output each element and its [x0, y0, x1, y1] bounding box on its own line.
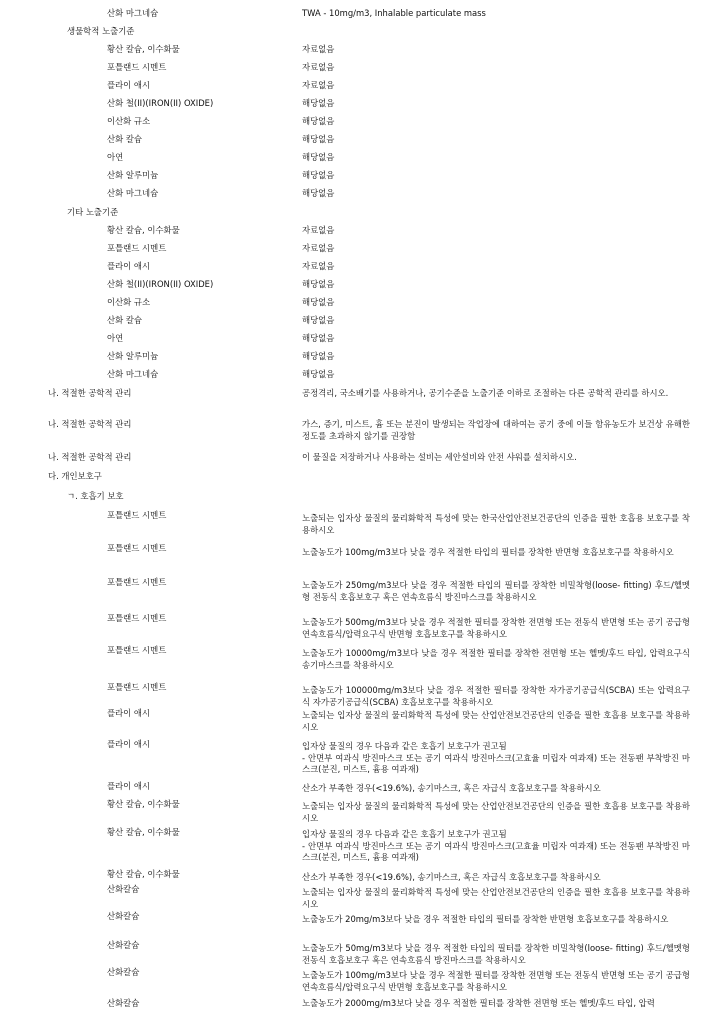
row-value: 산소가 부족한 경우(<19.6%), 송기마스크, 혹은 자급식 호흡보호구를 착용하시오 [302, 783, 601, 793]
row-label: 산화 마그네슘 [107, 188, 159, 198]
row-value: 해당없음 [302, 188, 335, 198]
row-label: 플라이 애시 [107, 739, 151, 749]
row-value: 노출농도가 10000mg/m3보다 낮을 경우 적절한 필터를 장착한 전면형 또는 헬멧/후드 타입, 압력요구식 송기마스크를 착용하시오 [302, 648, 690, 670]
row-label: 산화 마그네슘 [107, 8, 159, 18]
row-label: 포틀랜드 시멘트 [107, 510, 167, 520]
row-label: 포틀랜드 시멘트 [107, 645, 167, 655]
row-label: 산화칼슘 [107, 998, 140, 1008]
row-value: 노출되는 입자상 물질의 물리화학적 특성에 맞는 산업안전보건공단의 인증을 필한 호흡용 보호구를 착용하시오 [302, 887, 690, 909]
row-value: 자료없음 [302, 243, 335, 253]
row-label: 플라이 애시 [107, 781, 151, 791]
row-label: 나. 적절한 공학적 관리 [48, 419, 132, 429]
row-value: 입자상 물질의 경우 다음과 같은 호흡기 보호구가 권고됨 - 안면부 여과식 방진마스크 또는 공기 여과식 방진마스크(고효율 미립자 여과재) 또는 전동팬 부착방진 마스크(분진, 미스트, 흄용 여과재) [302, 741, 690, 774]
row-label: 산화 철(II)(IRON(II) OXIDE) [107, 279, 214, 289]
row-label: 플라이 애시 [107, 80, 151, 90]
row-value: 해당없음 [302, 315, 335, 325]
row-label: 포틀랜드 시멘트 [107, 613, 167, 623]
row-value: 해당없음 [302, 369, 335, 379]
row-value: 해당없음 [302, 351, 335, 361]
row-label: 포틀랜드 시멘트 [107, 543, 167, 553]
row-label: 포틀랜드 시멘트 [107, 62, 167, 72]
row-label: 산화 마그네슘 [107, 369, 159, 379]
row-value: 노출농도가 50mg/m3보다 낮을 경우 적절한 타입의 필터를 장착한 비밀착형(loose- fitting) 후드/헬멧형 전동식 호흡보호구 혹은 연속흐름식 방진마스크를 착용하시오 [302, 943, 690, 965]
row-value: 해당없음 [302, 152, 335, 162]
row-label: 다. 개인보호구 [48, 471, 102, 481]
row-value: 해당없음 [302, 170, 335, 180]
row-value: 공정격리, 국소배기를 사용하거나, 공기수준을 노출기준 이하로 조절하는 다른 공학적 관리를 하시오. [302, 388, 669, 398]
row-label: 황산 칼슘, 이수화물 [107, 799, 180, 809]
row-label: 나. 적절한 공학적 관리 [48, 452, 132, 462]
row-value: 노출농도가 100mg/m3보다 낮을 경우 적절한 타입의 필터를 장착한 반면형 호흡보호구를 착용하시오 [302, 547, 674, 557]
row-value: 노출농도가 100000mg/m3보다 낮을 경우 적절한 필터를 장착한 자가공기공급식(SCBA) 또는 압력요구식 자가공기공급식(SCBA) 호흡보호구를 착용하시오 [302, 685, 690, 707]
row-value: 해당없음 [302, 297, 335, 307]
row-label: 산화 칼슘 [107, 315, 143, 325]
row-value: 입자상 물질의 경우 다음과 같은 호흡기 보호구가 권고됨 - 안면부 여과식 방진마스크 또는 공기 여과식 방진마스크(고효율 미립자 여과재) 또는 전동팬 부착방진 마스크(분진, 미스트, 흄용 여과재) [302, 829, 690, 862]
row-label: 산화 철(II)(IRON(II) OXIDE) [107, 98, 214, 108]
row-value: 자료없음 [302, 62, 335, 72]
row-label: 포틀랜드 시멘트 [107, 682, 167, 692]
row-value: 해당없음 [302, 333, 335, 343]
row-label: 산화 알루미늄 [107, 351, 159, 361]
row-value: 노출되는 입자상 물질의 물리화학적 특성에 맞는 산업안전보건공단의 인증을 필한 호흡용 보호구를 착용하시오 [302, 710, 690, 732]
row-value: 자료없음 [302, 225, 335, 235]
row-value: 노출되는 입자상 물질의 물리화학적 특성에 맞는 한국산업안전보건공단의 인증을 필한 호흡용 보호구를 착용하시오 [302, 513, 690, 535]
row-label: 이산화 규소 [107, 297, 151, 307]
row-label: 나. 적절한 공학적 관리 [48, 388, 132, 398]
row-label: 산화칼슘 [107, 884, 140, 894]
row-label: 황산 칼슘, 이수화물 [107, 827, 180, 837]
row-label: 산화 칼슘 [107, 134, 143, 144]
row-value: TWA - 10mg/m3, Inhalable particulate mass [302, 8, 486, 18]
row-value: 노출농도가 100mg/m3보다 낮을 경우 적절한 필터를 장착한 전면형 또는 전동식 반면형 또는 공기 공급형 연속흐름식/압력요구식 반면형 호흡보호구를 착용하시오 [302, 970, 690, 992]
row-value: 해당없음 [302, 98, 335, 108]
row-value: 해당없음 [302, 134, 335, 144]
row-label: 아연 [107, 152, 124, 162]
row-label: 황산 칼슘, 이수화물 [107, 225, 180, 235]
row-label: 산화칼슘 [107, 911, 140, 921]
row-label: 포틀랜드 시멘트 [107, 577, 167, 587]
row-label: 산화칼슘 [107, 967, 140, 977]
row-label: 이산화 규소 [107, 116, 151, 126]
row-value: 산소가 부족한 경우(<19.6%), 송기마스크, 혹은 자급식 호흡보호구를 착용하시오 [302, 872, 601, 882]
row-label: 기타 노출기준 [67, 207, 119, 217]
row-value: 자료없음 [302, 261, 335, 271]
row-value: 자료없음 [302, 80, 335, 90]
row-value: 이 물질을 저장하거나 사용하는 설비는 세안설비와 안전 샤워를 설치하시오. [302, 452, 577, 462]
row-value: 노출농도가 2000mg/m3보다 낮을 경우 적절한 필터를 장착한 전면형 또는 헬멧/후드 타입, 압력 [302, 998, 655, 1008]
row-label: 아연 [107, 333, 124, 343]
row-label: 황산 칼슘, 이수화물 [107, 44, 180, 54]
row-value: 해당없음 [302, 279, 335, 289]
row-value: 노출농도가 20mg/m3보다 낮을 경우 적절한 타입의 필터를 장착한 반면형 호흡보호구를 착용하시오 [302, 914, 669, 924]
row-label: 산화 알루미늄 [107, 170, 159, 180]
row-label: 생물학적 노출기준 [67, 26, 135, 36]
row-value: 해당없음 [302, 116, 335, 126]
row-label: ㄱ. 호흡기 보호 [67, 491, 124, 501]
row-label: 플라이 애시 [107, 708, 151, 718]
row-value: 노출되는 입자상 물질의 물리화학적 특성에 맞는 산업안전보건공단의 인증을 필한 호흡용 보호구를 착용하시오 [302, 801, 690, 823]
row-label: 포틀랜드 시멘트 [107, 243, 167, 253]
row-label: 플라이 애시 [107, 261, 151, 271]
row-value: 노출농도가 250mg/m3보다 낮을 경우 적절한 타입의 필터를 장착한 비밀착형(loose- fitting) 후드/헬멧형 전동식 호흡보호구 혹은 연속흐름식 방진마스크를 착용하시오 [302, 580, 690, 602]
row-value: 가스, 증기, 미스트, 흄 또는 분진이 발생되는 작업장에 대하여는 공기 중에 이들 함유농도가 보건상 유해한 정도를 초과하지 않기를 권장함 [302, 419, 690, 441]
row-label: 황산 칼슘, 이수화물 [107, 869, 180, 879]
row-label: 산화칼슘 [107, 940, 140, 950]
row-value: 자료없음 [302, 44, 335, 54]
row-value: 노출농도가 500mg/m3보다 낮을 경우 적절한 필터를 장착한 전면형 또는 전동식 반면형 또는 공기 공급형 연속흐름식/압력요구식 반면형 호흡보호구를 착용하시오 [302, 617, 690, 639]
